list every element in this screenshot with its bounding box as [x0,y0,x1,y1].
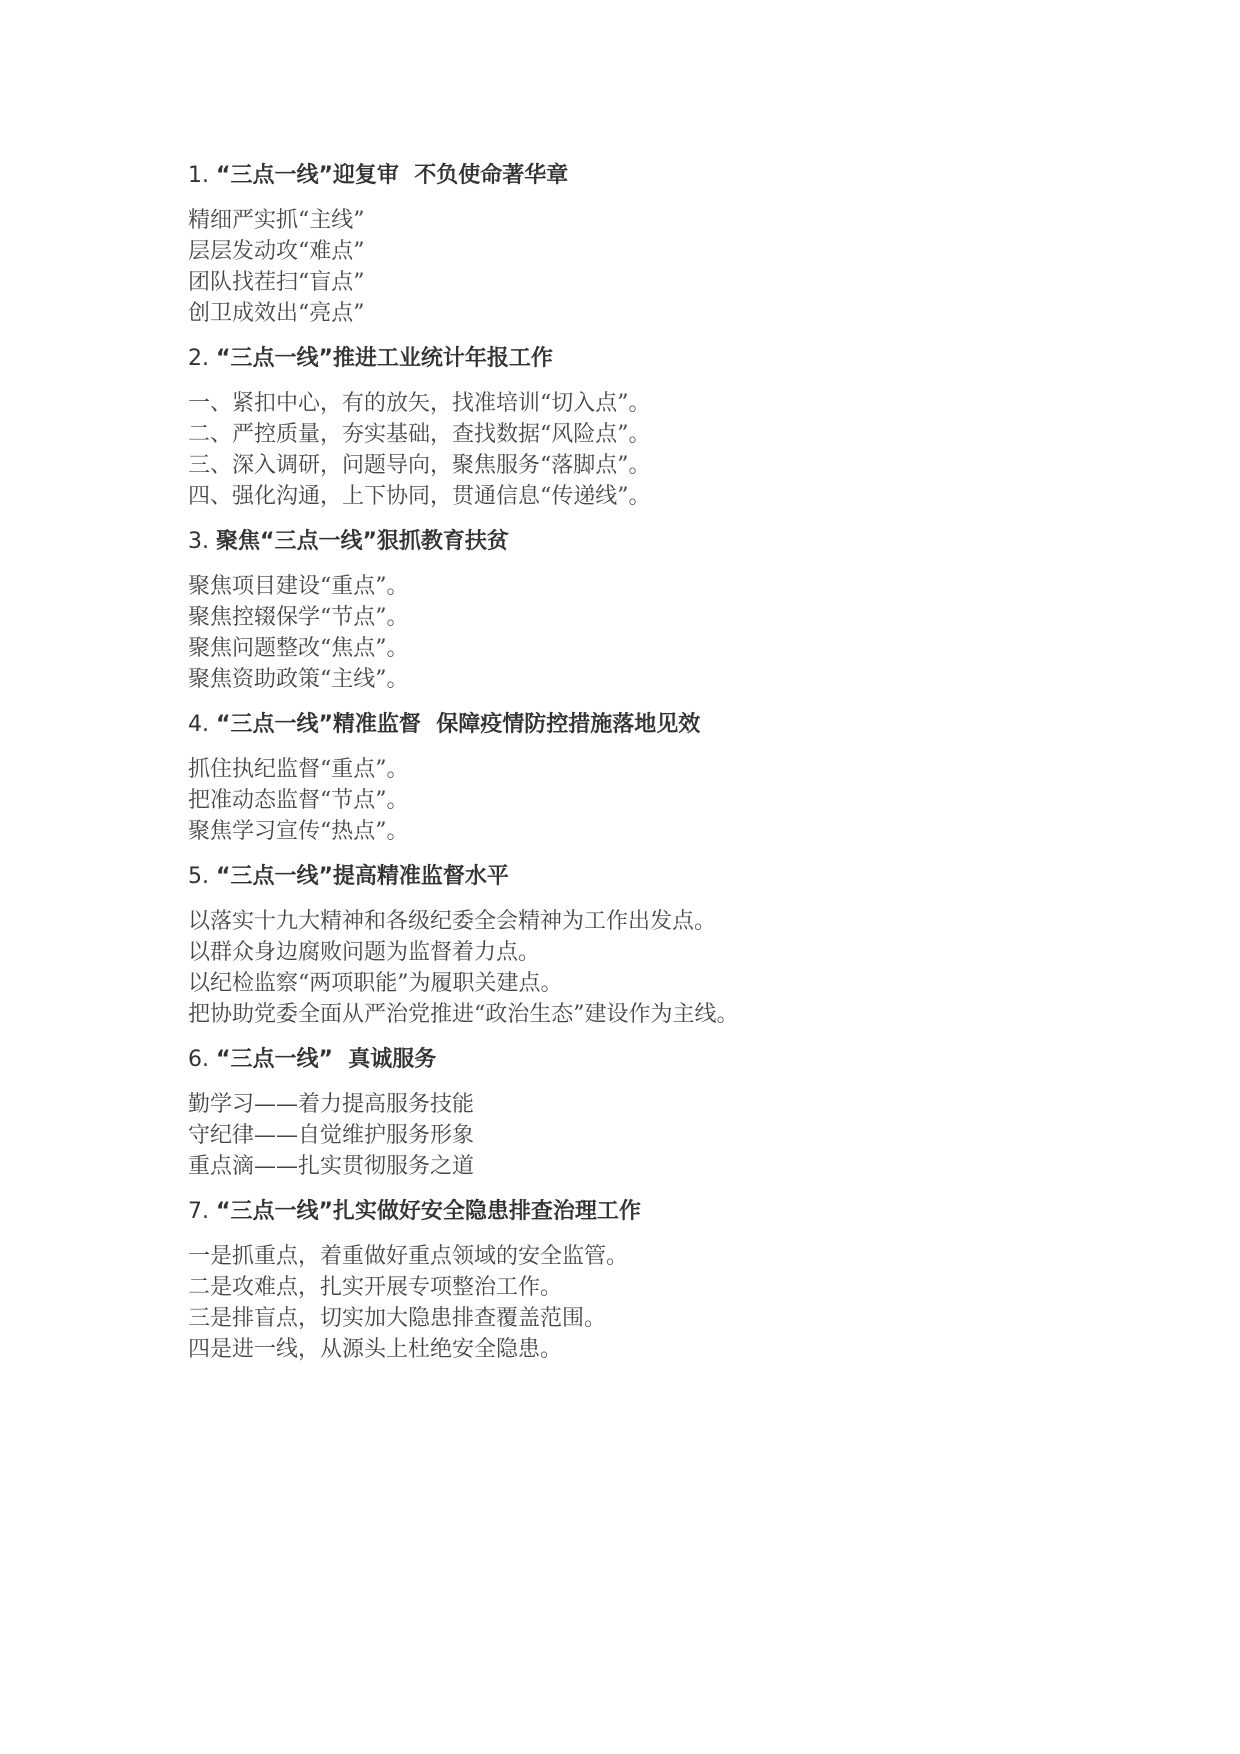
section-heading [188,343,1240,374]
section-heading [188,1044,1240,1075]
section-heading [188,709,1240,740]
body-line: 以群众身边腐败问题为监督着力点。 [188,940,541,965]
body-line: 二是攻难点，扎实开展专项整治工作。 [188,1275,563,1300]
section-5 [188,861,1240,1030]
body-line: 抓住执纪监督“重点”。 [188,757,409,782]
section-title: “三点一线”精准监督 保障疫情防控措施落地见效 [216,712,701,737]
section-heading [188,160,1240,191]
body-line: 创卫成效出“亮点” [188,301,365,326]
section-6 [188,1044,1240,1182]
section-2 [188,343,1240,512]
body-line: 层层发动攻“难点” [188,239,365,264]
body-line: 四是进一线，从源头上杜绝安全隐患。 [188,1337,563,1362]
section-number: 1. [188,163,209,188]
section-heading [188,526,1240,557]
body-line: 勤学习——着力提高服务技能 [188,1092,475,1117]
section-number: 6. [188,1047,209,1072]
body-line: 团队找茬扫“盲点” [188,270,365,295]
body-line: 聚焦控辍保学“节点”。 [188,605,409,630]
body-line: 聚焦问题整改“焦点”。 [188,636,409,661]
body-line: 一是抓重点，着重做好重点领域的安全监管。 [188,1244,629,1269]
body-line: 二、严控质量，夯实基础，查找数据“风险点”。 [188,422,651,447]
section-4 [188,709,1240,847]
section-title: “三点一线”推进工业统计年报工作 [216,346,553,371]
body-line: 一、紧扣中心，有的放矢，找准培训“切入点”。 [188,391,651,416]
section-title: “三点一线”扎实做好安全隐患排查治理工作 [216,1199,641,1224]
body-line: 守纪律——自觉维护服务形象 [188,1123,475,1148]
body-line: 把准动态监督“节点”。 [188,788,409,813]
section-title: “三点一线” 真诚服务 [216,1047,437,1072]
section-7 [188,1196,1240,1365]
body-line: 以落实十九大精神和各级纪委全会精神为工作出发点。 [188,909,717,934]
body-line: 三、深入调研，问题导向，聚焦服务“落脚点”。 [188,453,651,478]
section-number: 5. [188,864,209,889]
body-line: 重点滴——扎实贯彻服务之道 [188,1154,475,1179]
body-line: 聚焦资助政策“主线”。 [188,667,409,692]
section-title: “三点一线”提高精准监督水平 [216,864,509,889]
section-number: 4. [188,712,209,737]
body-line: 精细严实抓“主线” [188,208,365,233]
section-number: 2. [188,346,209,371]
body-line: 聚焦项目建设“重点”。 [188,574,409,599]
section-heading [188,861,1240,892]
body-line: 三是排盲点，切实加大隐患排查覆盖范围。 [188,1306,607,1331]
section-number: 3. [188,529,209,554]
section-1 [188,160,1240,329]
body-line: 把协助党委全面从严治党推进“政治生态”建设作为主线。 [188,1002,739,1027]
section-title: “三点一线”迎复审 不负使命著华章 [216,163,569,188]
section-3 [188,526,1240,695]
section-heading [188,1196,1240,1227]
body-line: 以纪检监察“两项职能”为履职关建点。 [188,971,563,996]
body-line: 聚焦学习宣传“热点”。 [188,819,409,844]
body-line: 四、强化沟通，上下协同，贯通信息“传递线”。 [188,484,651,509]
section-title: 聚焦“三点一线”狠抓教育扶贫 [216,529,509,554]
section-number: 7. [188,1199,209,1224]
